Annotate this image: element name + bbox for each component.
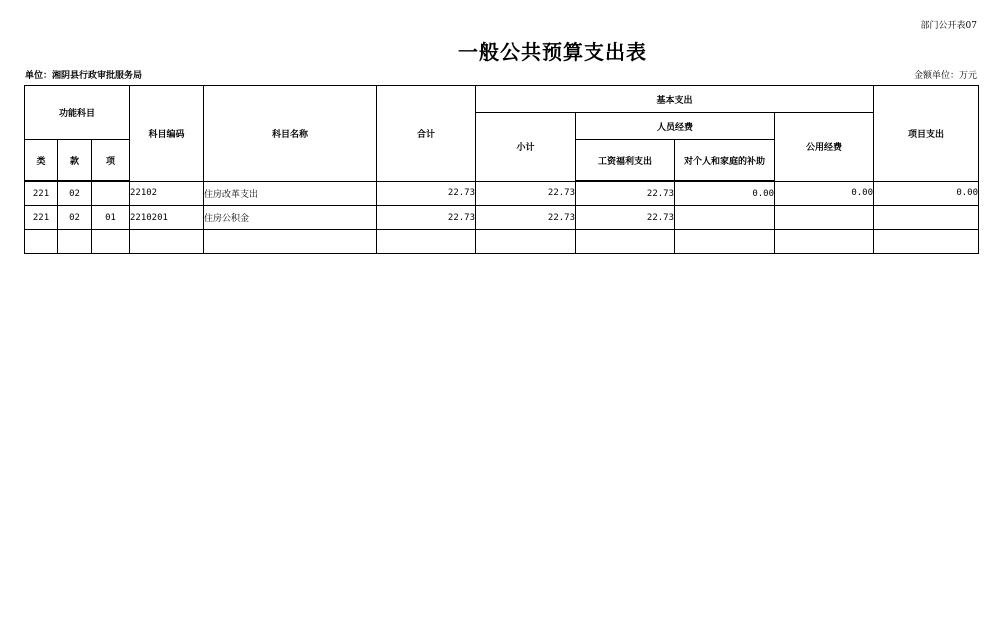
cell-subtotal [476,230,576,254]
header-class: 类 [25,140,58,182]
header-func-subject: 功能科目 [25,86,130,140]
cell-class [25,230,58,254]
cell-code: 2210201 [130,206,204,230]
cell-salary: 22.73 [576,181,675,206]
cell-subsidy [675,206,775,230]
cell-code [130,230,204,254]
cell-total: 22.73 [377,206,476,230]
cell-project [874,230,979,254]
table-row [25,181,979,206]
form-code: 部门公开表07 [920,21,977,31]
cell-name [204,230,377,254]
table-row [25,206,979,230]
header-subject-name: 科目名称 [204,86,377,182]
budget-table [24,85,979,254]
cell-class: 221 [25,181,58,206]
header-kuan: 款 [58,140,92,182]
cell-subsidy [675,230,775,254]
header-subtotal: 小计 [476,113,576,182]
header-public-expense: 公用经费 [775,113,874,182]
header-subject-code: 科目编码 [130,86,204,182]
cell-public [775,206,874,230]
header-total: 合计 [377,86,476,182]
cell-total [377,230,476,254]
cell-salary: 22.73 [576,206,675,230]
cell-project: 0.00 [874,181,979,206]
header-salary-welfare: 工资福利支出 [576,140,675,182]
cell-code: 22102 [130,181,204,206]
cell-xiang [92,181,130,206]
cell-subtotal: 22.73 [476,181,576,206]
header-basic-expense: 基本支出 [476,86,874,113]
header-project-expense: 项目支出 [874,86,979,182]
amount-unit-label: 金额单位：万元 [913,71,977,81]
cell-kuan: 02 [58,181,92,206]
cell-kuan [58,230,92,254]
page-title: 一般公共预算支出表 [458,40,647,64]
cell-xiang [92,230,130,254]
cell-name: 住房公积金 [204,206,377,230]
cell-name: 住房改革支出 [204,181,377,206]
cell-subsidy: 0.00 [675,181,775,206]
cell-salary [576,230,675,254]
header-xiang: 项 [92,140,130,182]
cell-class: 221 [25,206,58,230]
cell-public: 0.00 [775,181,874,206]
table-row [25,230,979,254]
cell-public [775,230,874,254]
cell-subtotal: 22.73 [476,206,576,230]
header-personnel: 人员经费 [576,113,775,140]
header-subsidy: 对个人和家庭的补助 [675,140,775,182]
cell-total: 22.73 [377,181,476,206]
cell-kuan: 02 [58,206,92,230]
unit-label: 单位：湘阴县行政审批服务局 [25,71,143,81]
cell-project [874,206,979,230]
cell-xiang: 01 [92,206,130,230]
